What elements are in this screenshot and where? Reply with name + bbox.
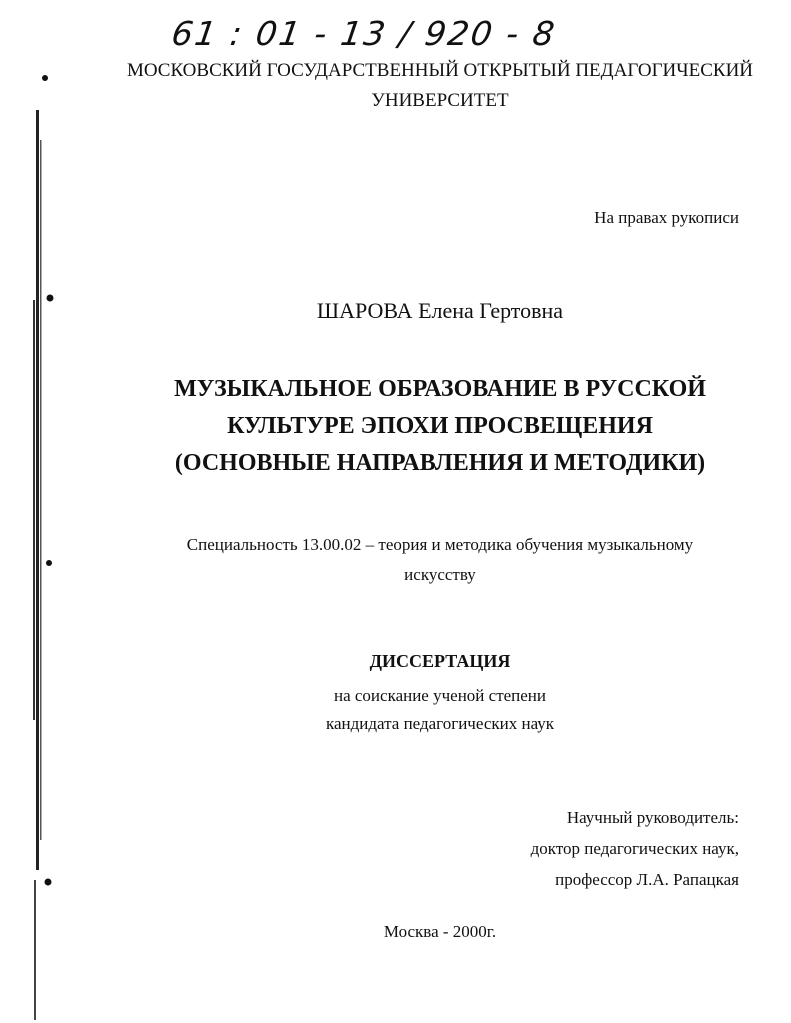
specialty-line: искусству	[404, 565, 476, 584]
supervisor-block	[531, 802, 739, 895]
institution-name	[100, 56, 780, 116]
title-line: МУЗЫКАЛЬНОЕ ОБРАЗОВАНИЕ В РУССКОЙ	[174, 376, 706, 402]
rights-note: На правах рукописи	[594, 208, 739, 227]
supervisor-line: доктор педагогических наук,	[530, 839, 739, 858]
specialty	[100, 530, 780, 590]
title-line: КУЛЬТУРЕ ЭПОХИ ПРОСВЕЩЕНИЯ	[227, 413, 653, 439]
supervisor-line: профессор Л.А. Рапацкая	[555, 870, 739, 889]
institution-line: МОСКОВСКИЙ ГОСУДАРСТВЕННЫЙ ОТКРЫТЫЙ ПЕДАГОГИЧЕСКИЙ	[126, 60, 754, 81]
scan-binding-edge	[0, 0, 60, 1023]
institution-line: УНИВЕРСИТЕТ	[371, 90, 509, 111]
author-name: ШАРОВА Елена Гертовна	[316, 298, 564, 323]
archive-code-handwritten: 61 : 01 - 13 / 920 - 8	[169, 14, 559, 53]
degree-line: на соискание ученой степени	[333, 686, 547, 705]
degree-line: кандидата педагогических наук	[325, 714, 555, 733]
dissertation-title	[100, 371, 780, 482]
dissertation-type: ДИССЕРТАЦИЯ	[369, 651, 511, 671]
specialty-line: Специальность 13.00.02 – теория и методика обучения музыкальному	[186, 535, 694, 554]
title-line: (ОСНОВНЫЕ НАПРАВЛЕНИЯ И МЕТОДИКИ)	[174, 450, 706, 476]
place-year: Москва - 2000г.	[383, 922, 497, 941]
degree-statement	[100, 682, 780, 738]
supervisor-line: Научный руководитель:	[566, 808, 739, 827]
